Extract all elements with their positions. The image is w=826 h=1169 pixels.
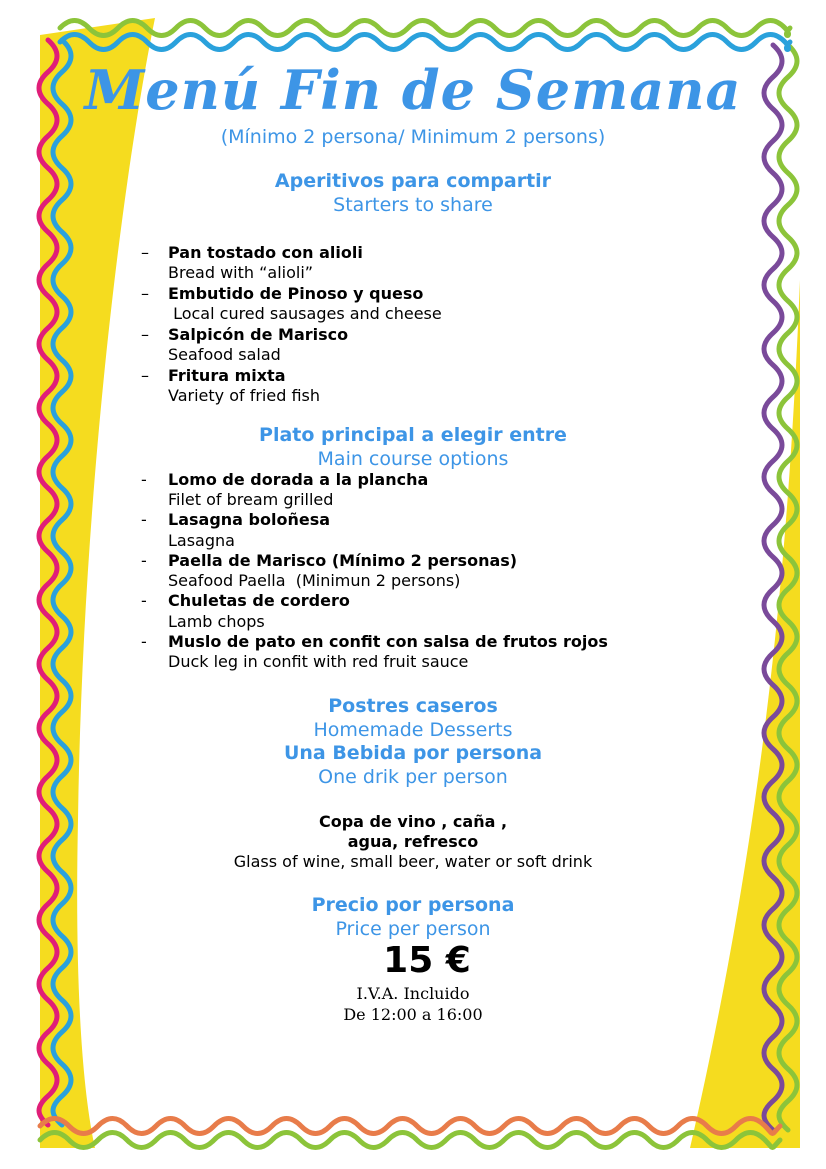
mains-heading: Plato principal a elegir entre — [259, 424, 567, 446]
drink-options-line1: Copa de vino , caña , — [318, 812, 508, 831]
main-translation: Lasagna — [168, 531, 235, 550]
main-name: Muslo de pato en confit con salsa de frutos rojos — [168, 632, 608, 651]
tax-note: I.V.A. Incluido — [356, 984, 470, 1003]
bullet-dash: – — [141, 325, 149, 344]
main-translation: Lamb chops — [168, 612, 265, 631]
bullet-dash: – — [141, 284, 149, 303]
price-heading: Precio por persona — [311, 894, 515, 916]
price-amount: 15 € — [383, 940, 471, 981]
bullet-dash: - — [141, 470, 147, 489]
bullet-dash: - — [141, 551, 147, 570]
starter-translation: Bread with “alioli” — [168, 263, 314, 282]
price-subheading: Price per person — [335, 918, 491, 940]
drink-options-translation: Glass of wine, small beer, water or soft drink — [233, 852, 593, 871]
bullet-dash: - — [141, 591, 147, 610]
starters-heading: Aperitivos para compartir — [274, 170, 552, 192]
drink-subheading: One drik per person — [318, 766, 508, 788]
starter-translation: Variety of fried fish — [168, 386, 321, 405]
starters-subheading: Starters to share — [333, 194, 493, 216]
minimum-note: (Mínimo 2 persona/ Minimum 2 persons) — [220, 126, 606, 148]
wave-bottom-orange — [40, 1119, 780, 1134]
starter-name: Pan tostado con alioli — [168, 243, 363, 262]
main-name: Chuletas de cordero — [168, 591, 350, 610]
starter-translation: Local cured sausages and cheese — [168, 304, 442, 323]
main-name: Lomo de dorada a la plancha — [168, 470, 429, 489]
mains-subheading: Main course options — [317, 448, 509, 470]
starter-name: Fritura mixta — [168, 366, 286, 385]
desserts-subheading: Homemade Desserts — [313, 719, 513, 741]
main-translation: Filet of bream grilled — [168, 490, 334, 509]
drink-options-line2: agua, refresco — [347, 832, 479, 851]
bullet-dash: – — [141, 366, 149, 385]
main-name: Paella de Marisco (Mínimo 2 personas) — [168, 551, 518, 570]
main-name: Lasagna boloñesa — [168, 510, 331, 529]
desserts-heading: Postres caseros — [328, 695, 498, 717]
starter-translation: Seafood salad — [168, 345, 281, 364]
starter-name: Salpicón de Marisco — [168, 325, 349, 344]
menu-title: Menú Fin de Semana — [84, 58, 742, 122]
bullet-dash: - — [141, 632, 147, 651]
serving-hours: De 12:00 a 16:00 — [343, 1005, 483, 1024]
starter-name: Embutido de Pinoso y queso — [168, 284, 424, 303]
main-translation: Seafood Paella (Minimun 2 persons) — [168, 571, 461, 590]
drink-heading: Una Bebida por persona — [283, 742, 543, 764]
main-translation: Duck leg in confit with red fruit sauce — [168, 652, 469, 671]
bullet-dash: – — [141, 243, 149, 262]
bullet-dash: - — [141, 510, 147, 529]
